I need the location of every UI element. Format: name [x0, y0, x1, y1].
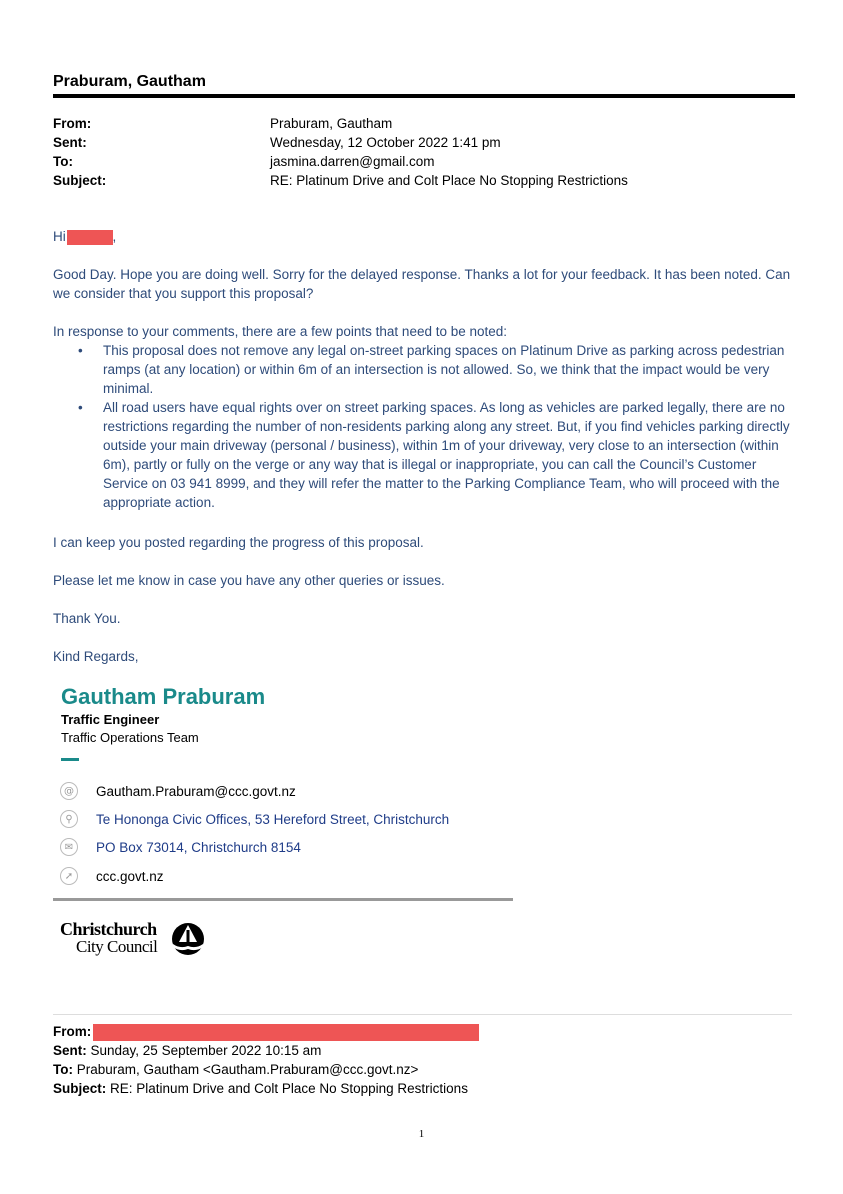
bullet-text: This proposal does not remove any legal on-street parking spaces on Platinum Drive as parking across pedestrian ramps (at any location) or within 6m of an intersection is not allowed. So, we think that the impact would be very minimal.: [103, 343, 785, 396]
contact-website-row[interactable]: [60, 865, 164, 887]
bullet-item-1: [78, 341, 795, 398]
greeting-suffix: ,: [112, 229, 117, 244]
forwarded-sent-row: [53, 1041, 321, 1060]
contact-address: Te Hononga Civic Offices, 53 Hereford Street, Christchurch: [96, 811, 450, 827]
location-pin-icon: ⚲: [60, 810, 78, 828]
signature-role: Traffic Engineer: [61, 712, 160, 727]
forwarded-to-label: To:: [53, 1062, 73, 1077]
paragraph-3: I can keep you posted regarding the progress of this proposal.: [53, 535, 424, 550]
redaction-sender: [93, 1024, 479, 1041]
subject-value: RE: Platinum Drive and Colt Place No Stopping Restrictions: [270, 173, 628, 188]
contact-pobox: PO Box 73014, Christchurch 8154: [96, 839, 301, 855]
paragraph-2-intro: In response to your comments, there are a few points that need to be noted:: [53, 324, 508, 339]
bullet-glyph: •: [78, 400, 83, 415]
from-label: From:: [53, 116, 92, 131]
paragraph-5: Thank You.: [53, 611, 121, 626]
bullet-text: All road users have equal rights over on street parking spaces. As long as vehicles are parked legally, there are no restrictions regarding the number of non-residents parking along any street. But, if you find vehicles parking directly outside your main driveway (personal / business), within 1m of your driveway, very close to an intersection (within 6m), partly or fully on the verge or any way that is illegal or inappropriate, you can call the Council’s Customer Service on 03 941 8999, and they will refer the matter to the Parking Compliance Team, who will proceed with the appropriate action.: [103, 400, 790, 510]
to-label: To:: [53, 154, 73, 169]
bullet-list: [53, 341, 795, 512]
forwarded-subject-value: RE: Platinum Drive and Colt Place No Stopping Restrictions: [110, 1081, 468, 1096]
forwarded-sent-value: Sunday, 25 September 2022 10:15 am: [90, 1043, 322, 1058]
forwarded-from-label: From:: [53, 1024, 92, 1039]
cursor-icon: ➚: [60, 867, 78, 885]
council-logo-mark-icon: [170, 922, 206, 956]
contact-website[interactable]: ccc.govt.nz: [96, 868, 164, 884]
forwarded-sent-label: Sent:: [53, 1043, 87, 1058]
signature-accent-bar: [61, 758, 79, 761]
subject-label: Subject:: [53, 173, 107, 188]
to-value[interactable]: jasmina.darren@gmail.com: [270, 154, 435, 169]
title-rule: [53, 94, 795, 98]
forwarded-subject-label: Subject:: [53, 1081, 107, 1096]
forwarded-from-row: [53, 1022, 479, 1041]
redaction-name: [67, 230, 113, 245]
forward-separator: [53, 1014, 792, 1015]
forwarded-subject-row: [53, 1079, 468, 1098]
signature-team: Traffic Operations Team: [61, 730, 199, 745]
contact-pobox-row: [60, 836, 301, 858]
logo-text-line1: Christchurch: [60, 919, 157, 939]
logo-text-line2: City Council: [76, 937, 158, 956]
contact-email[interactable]: Gautham.Praburam@ccc.govt.nz: [96, 783, 296, 799]
council-logo: [60, 920, 157, 955]
contact-email-row[interactable]: [60, 780, 296, 802]
sent-value: Wednesday, 12 October 2022 1:41 pm: [270, 135, 501, 150]
signature-divider: [53, 898, 513, 901]
at-icon: @: [60, 782, 78, 800]
greeting: [53, 227, 795, 246]
forwarded-to-value: Praburam, Gautham <Gautham.Praburam@ccc.govt.nz>: [76, 1062, 419, 1077]
paragraph-1: Good Day. Hope you are doing well. Sorry for the delayed response. Thanks a lot for your feedback. It has been noted. Can we consider that you support this proposal?: [53, 267, 791, 301]
paragraph-4: Please let me know in case you have any other queries or issues.: [53, 573, 445, 588]
document-title: Praburam, Gautham: [53, 73, 206, 90]
forwarded-to-row: [53, 1060, 418, 1079]
contact-address-row: [60, 808, 449, 830]
envelope-icon: ✉: [60, 838, 78, 856]
signature-name: Gautham Praburam: [61, 684, 266, 709]
sent-label: Sent:: [53, 135, 87, 150]
from-value: Praburam, Gautham: [270, 116, 393, 131]
page-number: 1: [418, 1128, 425, 1140]
closing: Kind Regards,: [53, 649, 139, 664]
bullet-item-2: [78, 398, 795, 512]
greeting-prefix: Hi: [53, 229, 66, 244]
bullet-glyph: •: [78, 343, 83, 358]
